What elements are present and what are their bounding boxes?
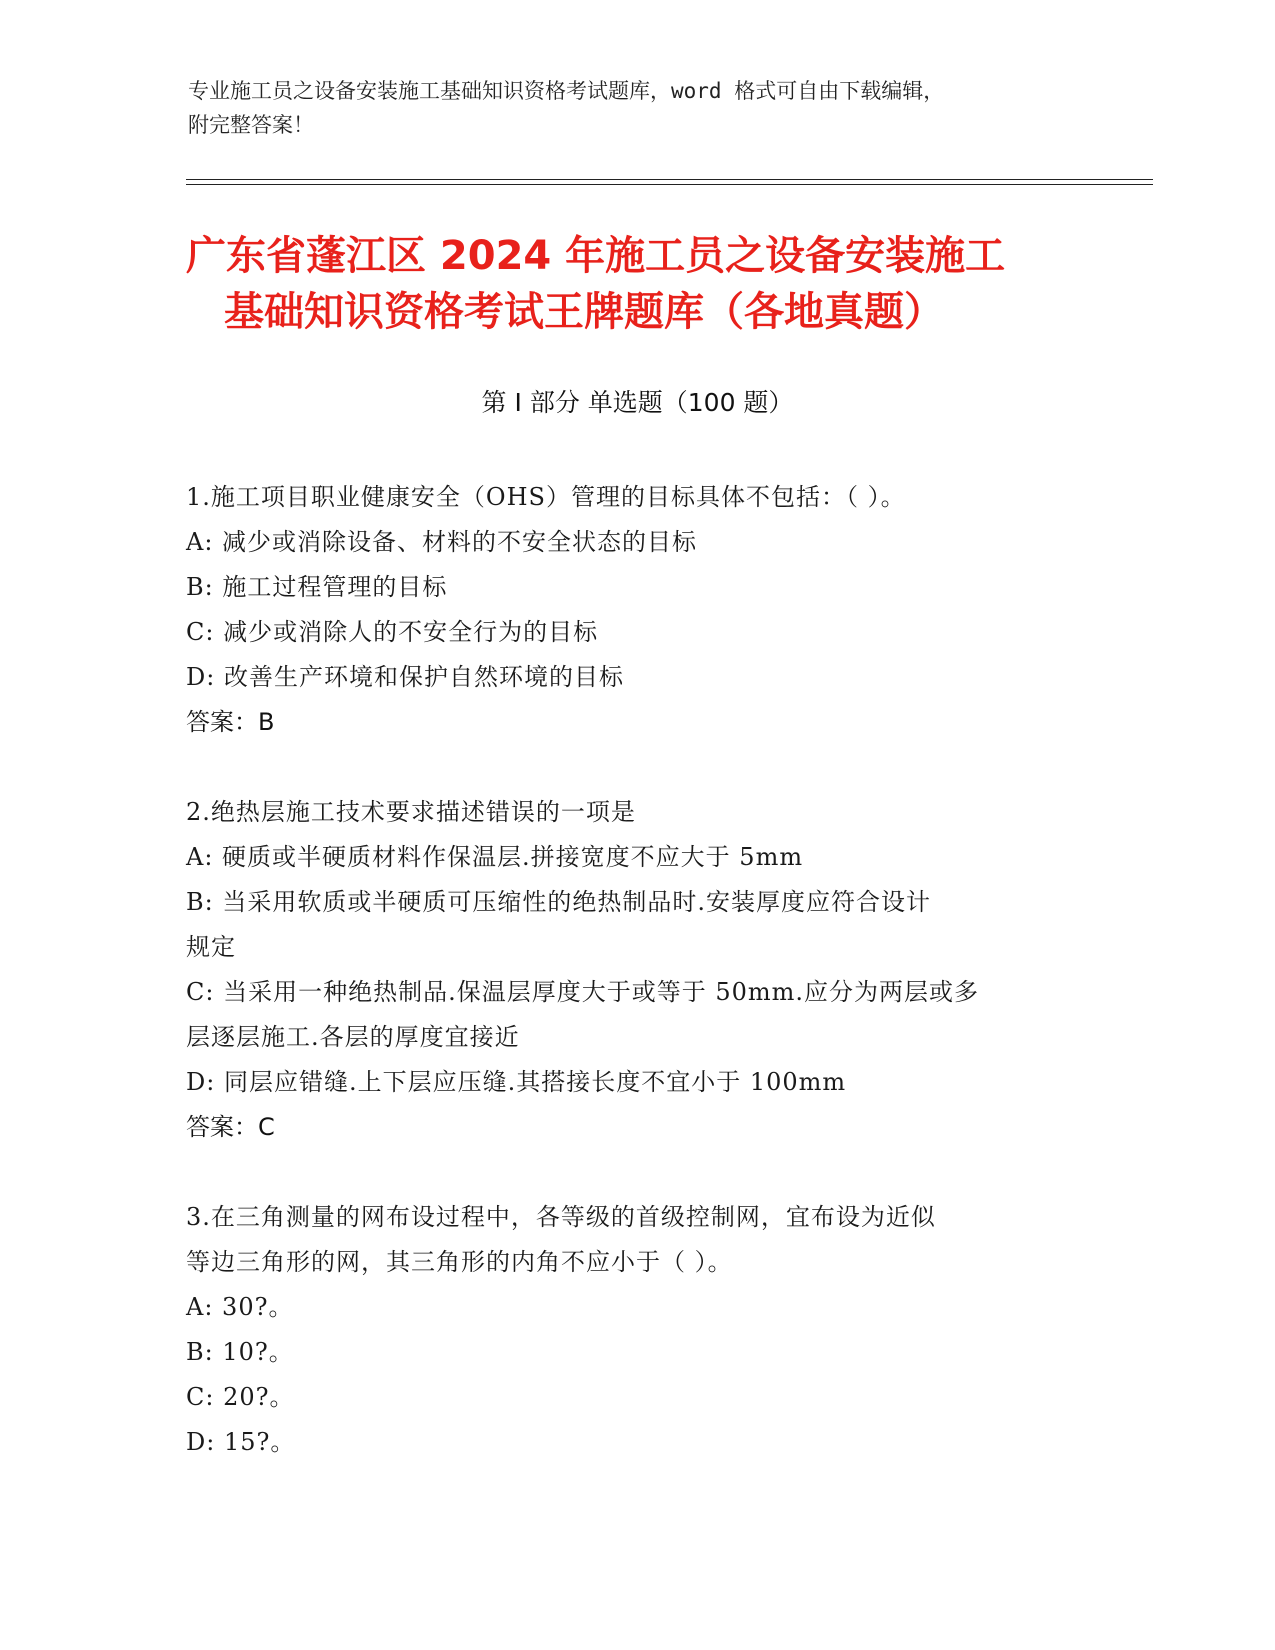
header-note — [188, 74, 1088, 142]
option-c: C: 当采用一种绝热制品.保温层厚度大于或等于 50mm.应分为两层或多 — [186, 978, 980, 1006]
option-b: B: 当采用软质或半硬质可压缩性的绝热制品时.安装厚度应符合设计 — [186, 888, 931, 916]
document-title-line-2: 基础知识资格考试王牌题库（各地真题） — [224, 289, 944, 335]
option-a: A: 减少或消除设备、材料的不安全状态的目标 — [186, 528, 698, 556]
question-text-continued: 等边三角形的网，其三角形的内角不应小于（ ）。 — [186, 1248, 733, 1276]
answer: 答案：C — [186, 1113, 275, 1141]
question-3 — [186, 1195, 1086, 1465]
option-a: A: 30?。 — [186, 1293, 294, 1321]
header-rule-bottom — [186, 184, 1153, 185]
question-text: 3.在三角测量的网布设过程中，各等级的首级控制网，宜布设为近似 — [186, 1203, 936, 1231]
option-a: A: 硬质或半硬质材料作保温层.拼接宽度不应大于 5mm — [186, 843, 804, 871]
option-d: D: 改善生产环境和保护自然环境的目标 — [186, 663, 624, 691]
question-text: 2.绝热层施工技术要求描述错误的一项是 — [186, 798, 636, 826]
header-note-line-1: 专业施工员之设备安装施工基础知识资格考试题库，word 格式可自由下载编辑， — [188, 79, 945, 103]
header-rule-top — [186, 179, 1153, 180]
header-note-line-2: 附完整答案！ — [188, 113, 314, 137]
option-c-continued: 层逐层施工.各层的厚度宜接近 — [186, 1023, 520, 1051]
option-d: D: 15?。 — [186, 1428, 296, 1456]
spacer — [186, 1150, 1086, 1195]
option-b-continued: 规定 — [186, 933, 236, 961]
question-list — [186, 475, 1086, 1465]
option-d: D: 同层应错缝.上下层应压缝.其搭接长度不宜小于 100mm — [186, 1068, 847, 1096]
document-title — [186, 228, 1086, 340]
option-c: C: 20?。 — [186, 1383, 295, 1411]
option-b: B: 10?。 — [186, 1338, 294, 1366]
question-2 — [186, 790, 1086, 1150]
document-title-line-1: 广东省蓬江区 2024 年施工员之设备安装施工 — [186, 233, 1006, 279]
answer: 答案：B — [186, 708, 275, 736]
question-1 — [186, 475, 1086, 745]
option-c: C: 减少或消除人的不安全行为的目标 — [186, 618, 599, 646]
section-title: 第 I 部分 单选题（100 题） — [481, 388, 794, 417]
option-b: B: 施工过程管理的目标 — [186, 573, 448, 601]
spacer — [186, 745, 1086, 790]
question-text: 1.施工项目职业健康安全（OHS）管理的目标具体不包括：（ ）。 — [186, 483, 906, 511]
